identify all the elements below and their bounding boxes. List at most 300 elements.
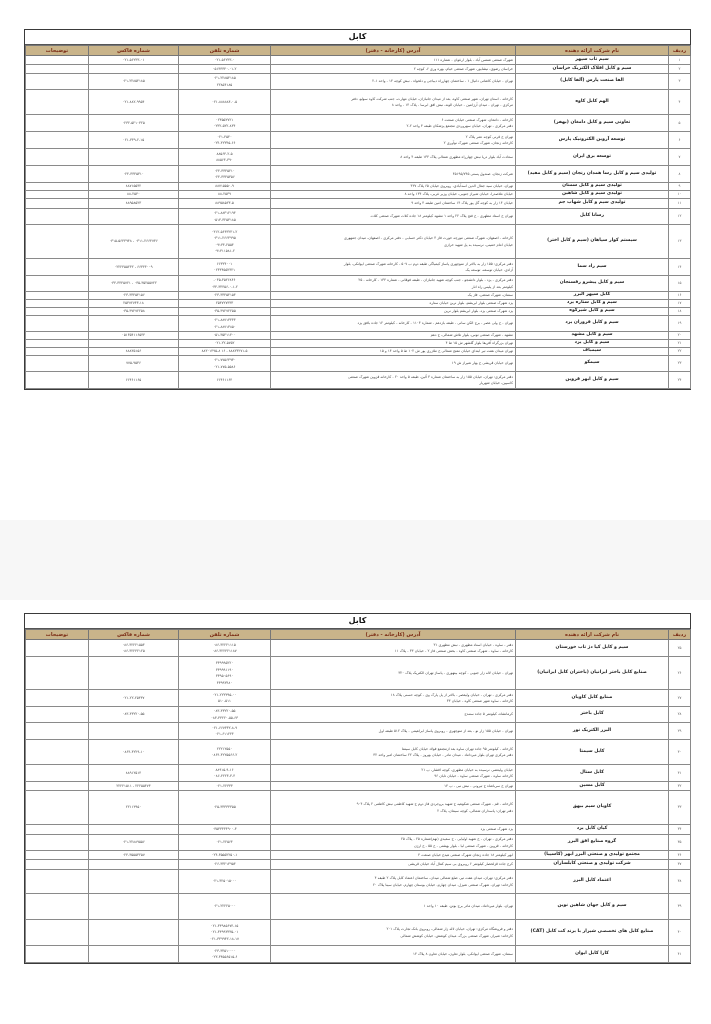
notes-cell xyxy=(26,640,89,657)
table-sheet-2 xyxy=(24,613,691,964)
phone-cell xyxy=(179,657,271,690)
phone-number: ۰۳۵۳۳۳۳۳۹۰۰-۳ xyxy=(212,827,237,832)
phone-cell xyxy=(179,308,271,316)
table-row xyxy=(26,316,691,332)
company-name: توسعه آروین الکترونیک پارس xyxy=(516,132,669,149)
row-number: ۲۱ xyxy=(669,340,691,348)
phone-cell xyxy=(179,356,271,372)
row-number: ۳۰ xyxy=(669,740,691,765)
address-line: کارخانه: شیراز، شهرک صنعتی بزرگ، میدان کوشش، خیابان کوشش شمالی xyxy=(400,933,513,938)
fax-number: ۰۸۶-۴۲۲۴۲۱۲۵ xyxy=(122,649,145,653)
fax-cell xyxy=(89,356,179,372)
row-number: ۳۹ xyxy=(669,894,691,920)
row-number: ۲۲ xyxy=(669,348,691,356)
notes-cell xyxy=(26,332,89,340)
column-header-fax: شماره فاکس xyxy=(89,46,179,56)
notes-cell xyxy=(26,340,89,348)
phone-number: ۵۱۰-۵۱۱ xyxy=(218,699,231,703)
address-cell xyxy=(271,56,516,65)
row-number: ۳۴ xyxy=(669,825,691,835)
phone-cell xyxy=(179,791,271,825)
address-line: خیابان ولیعصر، نرسیده به خیابان مطهری، کوچه افشار، پ ۲۱ xyxy=(421,767,513,772)
row-number: ۶ xyxy=(669,132,691,149)
address-line: کارخانه: تهران، شهرک صنعتی شیزل، میدان چهارم، خیابان بوستان چهارم، خیابان سینا پلاک ۲۰ xyxy=(372,882,513,887)
row-number: ۲ xyxy=(669,65,691,74)
address-line: کیلومتر بعد از پلیس راه انار xyxy=(471,284,513,289)
fax-number: ۲۲۲۵۵۴۷۳ ، ۲۲۲۲۱۵۱۱ xyxy=(116,783,151,788)
notes-cell xyxy=(26,707,89,723)
fax-cell xyxy=(89,149,179,166)
phone-number: ۰۲۱-۳۳۹۹۳۳۳۵-۰۱ xyxy=(210,930,239,935)
address-line: خیابان ملاصدرا، خیابان شیراز جنوبی، خیابان وزیر غربی، پلاک ۱۳۴ واحد ۸ xyxy=(404,192,513,197)
table-row xyxy=(26,723,691,740)
phone-cell xyxy=(179,115,271,132)
row-number: ۴۱ xyxy=(669,946,691,963)
fax-number: ۰۳۵-۳۷۲۷۲۲۵۸ xyxy=(122,309,145,314)
phone-number: ۸۸۸۳۴۲۷۱-۵ ، ۱۶ ۸۸۳۰۱۴۹۵-۸ xyxy=(201,349,248,354)
fax-number: ۰۳۵-۳۵۲۵۵۷۲۲ ، ۰۳۴-۳۴۴۵۷۲۱ xyxy=(110,281,157,286)
phone-number: ۰۲۵-۳۳۳۳۳۳۵۵ xyxy=(213,805,236,810)
fax-cell xyxy=(89,65,179,74)
table-row xyxy=(26,183,691,191)
notes-cell xyxy=(26,191,89,199)
phone-cell xyxy=(179,340,271,348)
notes-cell xyxy=(26,851,89,860)
fax-number: ۰۲۱-۸۸۲-۹۹۵۴ xyxy=(122,99,145,104)
address-cell xyxy=(271,332,516,340)
phone-number: ۰۲۱-۸۸۷۱۳۸۵۰ xyxy=(213,324,236,329)
phone-number: ۰۲۱-۶۶۷۳۳۲-۸-۹ xyxy=(211,725,238,730)
column-header-company-name: نام شرکت ارائه دهنده xyxy=(516,630,669,640)
table-body xyxy=(26,640,691,963)
phone-number: ۰۳۵-۳۵۲۶۸۴۶- xyxy=(213,278,236,282)
phone-number: ۰۸۶-۴۲۲۴۲۱۱۸۷ xyxy=(212,649,237,653)
row-number: ۳۶ xyxy=(669,851,691,860)
phone-number: ۰۲۱-۸۸۳۱۲۱۹۴ xyxy=(213,211,236,215)
phone-number: ۰۲۳۳۴۵۵۲۴۲۱ xyxy=(213,268,236,272)
fax-cell xyxy=(89,860,179,870)
address-cell xyxy=(271,132,516,149)
address-cell xyxy=(271,300,516,308)
sheet-title: کابل xyxy=(25,614,690,629)
address-line: تهران خ قرنی کوچه عمر پلاک ۲ xyxy=(465,134,513,139)
table-row xyxy=(26,356,691,372)
address-cell xyxy=(271,870,516,894)
address-cell xyxy=(271,74,516,90)
row-number: ۱۱ xyxy=(669,199,691,209)
fax-number: ۰۲۱-۵۶۲۳۳-۰۱ xyxy=(122,57,145,62)
fax-cell xyxy=(89,825,179,835)
company-name: کابل ستال xyxy=(516,765,669,782)
notes-cell xyxy=(26,723,89,740)
address-cell xyxy=(271,825,516,835)
column-header-fax: شماره فاکس xyxy=(89,630,179,640)
address-line: کارخانه - دامغان، شهرک صنعتی خیابان صنعت ۶ xyxy=(441,117,513,122)
phone-cell xyxy=(179,65,271,74)
phone-number: ۰۲۱-۴۵۴۰ xyxy=(217,134,232,139)
phone-cell xyxy=(179,765,271,782)
fax-number: ۰۲۱-۲۲-۲۵۳۳۷ xyxy=(122,695,145,700)
table-body xyxy=(26,56,691,389)
fax-cell xyxy=(89,791,179,825)
fax-number: ۰۸۶۴-۴۲۲۹-۱۰ xyxy=(122,749,145,754)
table-row xyxy=(26,74,691,90)
column-header-phone: شماره تلفن xyxy=(179,46,271,56)
table-row xyxy=(26,860,691,870)
fax-number: ۰۲۳-۳۳۴۵۴۱۵۶ xyxy=(122,293,145,298)
supplier-table-2 xyxy=(25,629,691,963)
row-number: ۲۷ xyxy=(669,690,691,707)
fax-number: ۸۸۹۵۸۵۲۳ xyxy=(125,201,142,206)
fax-number: ۰۲۱-۳۳۹-۲-۱۵ xyxy=(122,137,145,142)
address-line: کارخانه - ساوه شهر صنعتی کاوه - خیابان ۳۳ xyxy=(446,699,513,703)
row-number: ۳۳ xyxy=(669,791,691,825)
fax-number: ۰۸۶-۴۲۲۲۱۵۵۴ xyxy=(122,642,145,647)
row-number: ۱۹ xyxy=(669,316,691,332)
notes-cell xyxy=(26,860,89,870)
notes-cell xyxy=(26,292,89,300)
phone-number: ۲۵۳۷۲۷۳۳۳ xyxy=(215,301,234,306)
row-number: ۴۰ xyxy=(669,920,691,946)
fax-number: ۸۸۷۱۵۵۴۲ xyxy=(125,184,142,189)
notes-cell xyxy=(26,690,89,707)
row-number: ۱۶ xyxy=(669,292,691,300)
address-cell xyxy=(271,851,516,860)
row-number: ۱۲ xyxy=(669,209,691,225)
phone-number: ۰۲۱-۷۷۵۶۳۹۳۰ xyxy=(213,358,236,362)
notes-cell xyxy=(26,782,89,791)
row-number: ۳ xyxy=(669,74,691,90)
company-name: سیم و کابل پیشرو رفسنجان xyxy=(516,276,669,292)
notes-cell xyxy=(26,765,89,782)
company-name: سیم و کابل ابهر قزوین xyxy=(516,372,669,389)
fax-cell xyxy=(89,870,179,894)
address-line: دفتر مرکزی: تهران، میدان هفت تیر، ضلع شمالی میدان، ساختمان اعتماد کابل پلاک ۲ طبقه ۴ xyxy=(374,876,513,880)
fax-cell xyxy=(89,372,179,389)
address-line: سمنان، شهرک صنعتی ایوانکی، بلوار تعاون، خیابان تعاون ۸ پلاک ۱۴ xyxy=(413,951,513,956)
notes-cell xyxy=(26,835,89,851)
phone-number: ۰۲۱-۲۲۳۳۳ xyxy=(216,783,233,788)
row-number: ۲۵ xyxy=(669,640,691,657)
phone-number: ۰۲۱-۵۶۲۳۳-۰ xyxy=(214,57,235,62)
fax-cell xyxy=(89,894,179,920)
sheet-title: کابل xyxy=(25,30,690,45)
notes-cell xyxy=(26,276,89,292)
row-number: ۱۷ xyxy=(669,300,691,308)
address-line: کارخانه - قم - شهرک صنعتی شکوهیه خ شهید بروجردی فاز دوم خ شهید کاظمی نبش کاظمی ۲ پلاک ۹۰۴ xyxy=(356,802,513,806)
company-name: کابل مسین xyxy=(516,782,669,791)
notes-cell xyxy=(26,56,89,65)
phone-cell xyxy=(179,851,271,860)
address-line: سعادت آباد بلوار دریا نبش چهارراه مطهری شمالی پلاک ۱۳۴ طبقه ۴ واحد ۸ xyxy=(400,154,513,159)
phone-number: ۰۲۳۲-۵۲۲-۸۳۴ xyxy=(213,124,236,128)
notes-cell xyxy=(26,149,89,166)
phone-number: ۰۳۱۲-۵۶۴۳۲۴۱-۲ xyxy=(211,229,238,234)
address-cell xyxy=(271,765,516,782)
table-row xyxy=(26,690,691,707)
notes-cell xyxy=(26,166,89,183)
phone-cell xyxy=(179,292,271,300)
phone-cell xyxy=(179,348,271,356)
notes-cell xyxy=(26,316,89,332)
address-cell xyxy=(271,308,516,316)
row-number: ۱۴ xyxy=(669,259,691,276)
address-line: دفتر مرکزی تهران بلوار میرداماد - میدان مادر - خیابان بهروز - پلاک ۲۲ ساختمان امیر واحد ۳۲ xyxy=(373,753,513,757)
phone-number: ۰۲۳-۳۴۵۵۶۵۱۵-۶ xyxy=(211,955,238,959)
fax-cell xyxy=(89,835,179,851)
phone-cell xyxy=(179,74,271,90)
table-sheet-1 xyxy=(24,29,691,390)
table-row xyxy=(26,640,691,657)
address-line: تهران، خیابان سید جمال الدین اسدآبادی، روبروی خیابان ۶۵ پلاک ۴۳۷ xyxy=(410,184,513,189)
phone-cell xyxy=(179,225,271,259)
company-name: تولیدی سیم و کابل رسا همدان زنجان (سیم و کابل مفید) xyxy=(516,166,669,183)
company-name: سیم و کابل مشهد xyxy=(516,332,669,340)
address-cell xyxy=(271,65,516,74)
table-row xyxy=(26,276,691,292)
company-name: سیم و کابل جهان شاهین نوین xyxy=(516,894,669,920)
company-name: صنایع کابل های تخصصی شیراز با برند کت کابل (CAT) xyxy=(516,920,669,946)
row-number: ۷ xyxy=(669,149,691,166)
table-row xyxy=(26,132,691,149)
column-header-phone: شماره تلفن xyxy=(179,630,271,640)
phone-cell xyxy=(179,259,271,276)
fax-cell xyxy=(89,920,179,946)
address-cell xyxy=(271,782,516,791)
phone-number: ۰۲۱-۲۲۲۲۵۰۰۰ xyxy=(213,904,236,909)
fax-cell xyxy=(89,259,179,276)
fax-cell xyxy=(89,851,179,860)
phone-number: ۰۸۳-۳۳۲۲۰-۵۵ xyxy=(213,709,236,713)
row-number: ۱۵ xyxy=(669,276,691,292)
address-line: کارخانه - قزوین - شهرک صنعتی لیا - بلوار بهشتی - خ ۵۵ - خ ارژن xyxy=(413,843,513,848)
address-cell xyxy=(271,835,516,851)
phone-cell xyxy=(179,946,271,963)
company-name: سیم و کابل کیا دژ تاب خوزستان xyxy=(516,640,669,657)
row-number: ۱ xyxy=(669,56,691,65)
address-line: تهران، بلوار میرداماد، میدان مادر برج بوتن، طبقه ۱۰ واحد ۱ xyxy=(423,904,513,909)
address-cell xyxy=(271,791,516,825)
fax-number: ۶۶۳۴۴۰۰۹ ، ۰۲۲۲۴۵۵۲۳۲ xyxy=(114,264,153,269)
address-line: دفتر مرکزی - تهران، خیابان سهروردی مجتمع پزشکان طبقه ۳ واحد ۲-۲ xyxy=(406,124,513,128)
fax-cell xyxy=(89,292,179,300)
phone-number: ۲۲۲۱۲۵۵۰ xyxy=(216,746,233,751)
row-number: ۲۶ xyxy=(669,657,691,690)
phone-number: ۸۸۹۵۸۵۲۳-۵ xyxy=(215,201,234,206)
phone-number: ۰۸۶-۴۲۲۳-۳-۴ xyxy=(213,774,236,778)
column-header-notes: توضیحات xyxy=(26,630,89,640)
company-name: اعتماد کابل البرز xyxy=(516,870,669,894)
fax-number: ۲۲۱۱۳۹۵۰ xyxy=(125,805,142,810)
phone-cell xyxy=(179,316,271,332)
row-number: ۲۳ xyxy=(669,356,691,372)
table-row xyxy=(26,920,691,946)
notes-cell xyxy=(26,348,89,356)
fax-cell xyxy=(89,183,179,191)
table-row xyxy=(26,292,691,300)
table-row xyxy=(26,348,691,356)
table-header xyxy=(26,46,691,56)
address-cell xyxy=(271,316,516,332)
fax-cell xyxy=(89,166,179,183)
phone-cell xyxy=(179,740,271,765)
address-cell xyxy=(271,276,516,292)
table-row xyxy=(26,65,691,74)
row-number: ۱۳ xyxy=(669,225,691,259)
company-name: کابل باختر xyxy=(516,707,669,723)
row-number: ۵ xyxy=(669,115,691,132)
fax-cell xyxy=(89,300,179,308)
address-cell xyxy=(271,946,516,963)
address-line: دفتر مرکزی - تهران - خ شهید اولیایی - خ سعیدی (نهم)شماره ۲۵ - پلاک ۲۵ xyxy=(401,837,513,841)
phone-cell xyxy=(179,894,271,920)
phone-cell xyxy=(179,276,271,292)
company-name: البرز الکتریک نور xyxy=(516,723,669,740)
phone-cell xyxy=(179,920,271,946)
table-row xyxy=(26,340,691,348)
address-line: خیابان ۱۴ زار به کوچه گل پور پلاک ۱۴ ساختمان امین طبقه ۴ واحد ۹ xyxy=(411,201,513,206)
phone-number: ۰۳۴-۳۴۴۵۶-۰-۱-۲ xyxy=(211,284,238,289)
fax-cell xyxy=(89,308,179,316)
address-cell xyxy=(271,640,516,657)
fax-cell xyxy=(89,707,179,723)
phone-number: ۰۵۱۴۳۳۴۰-۰۱-۲ xyxy=(212,66,237,71)
phone-cell xyxy=(179,166,271,183)
phone-number: ۰۲۱-۲۲-۵۷۵۲ xyxy=(214,341,235,346)
fax-cell xyxy=(89,209,179,225)
phone-number: ۸۸۷۱۵۵۵۰-۹ xyxy=(215,184,234,189)
address-line: تهران میدان هفت تیر ابتدای خیابان مفتح شمالی خ ملازری پور ش ۱۰۲ ط ۵ واحد ۱۴ و ۱۵ xyxy=(379,349,513,354)
table-row xyxy=(26,946,691,963)
phone-number: ۰۹۱۳۴-۲۵۵۴ xyxy=(215,242,234,247)
row-number: ۱۰ xyxy=(669,191,691,199)
fax-number: ۸۸۹۱۲۵۱۴ xyxy=(125,770,142,775)
phone-number: ۲۲۸۵۴۱۸۵ xyxy=(216,82,233,87)
address-line: تهران - خیابان ۱۵۵ زار نو - بعد از منوچهری - روبروی پاساژ ابراهیمی - پلاک ۵۱۲ طبقه اول xyxy=(378,728,513,733)
phone-number: ۳۳۹۹۹۱۱۹۰ xyxy=(215,667,234,672)
address-line: دفتر مرکزی - تهران - خیابان ولیعصر - بالاتر از پل پارک وی - کوچه حسنی پلاک ۱۸ xyxy=(390,692,513,697)
company-name: سیم و کابل فروزان یزد xyxy=(516,316,669,332)
table-row xyxy=(26,259,691,276)
fax-cell xyxy=(89,276,179,292)
phone-number: ۸۸۵۶۴-۳۹۰ xyxy=(216,158,233,162)
notes-cell xyxy=(26,356,89,372)
table-row xyxy=(26,56,691,65)
phone-cell xyxy=(179,209,271,225)
phone-number: ۰۸۳-۳۳۲۲۰-۵۵-۶۳ xyxy=(210,715,239,720)
phone-number: ۳۳۹۵۰۵۶۹۰ xyxy=(215,674,234,678)
column-header-notes: توضیحات xyxy=(26,46,89,56)
phone-cell xyxy=(179,372,271,389)
company-name: سیمباف xyxy=(516,348,669,356)
notes-cell xyxy=(26,183,89,191)
fax-number: ۷۷۵-۹۵۳۶ xyxy=(126,361,141,366)
table-row xyxy=(26,765,691,782)
address-line: دفتر مرکزی - یزد - بلوار دانشجو - جنب کوچه شهید جانبازان - طبقه فوقانی - شماره ۱۳۴ - کارخانه - ۲۵ xyxy=(358,278,513,282)
column-header-company-name: نام شرکت ارائه دهنده xyxy=(516,46,669,56)
table-row xyxy=(26,166,691,183)
address-line: خراسان رضوی، نیشابور، شهرک صنعتی خیام، بهره وری ۶، کوچه ۲ xyxy=(413,66,513,71)
address-line: دفتر تهران: پاسداران شمالی، کوچه سیمان، پلاک ۲ xyxy=(437,808,513,813)
phone-cell xyxy=(179,300,271,308)
fax-cell xyxy=(89,56,179,65)
company-name: کابل سپهر البرز xyxy=(516,292,669,300)
table-row xyxy=(26,199,691,209)
phone-number: ۰۸۶-۴۲۲۲۱۱۱۵ xyxy=(213,642,236,647)
phone-number: ۰۲۳-۳۳۴۵۴۱۵۴ xyxy=(213,293,236,298)
fax-cell xyxy=(89,332,179,340)
phone-cell xyxy=(179,782,271,791)
fax-number: ۰۲۱-۲۲۸۸۹۵۵۶ xyxy=(122,840,145,845)
company-name: سیم و کابل یزد xyxy=(516,340,669,348)
table-row xyxy=(26,225,691,259)
row-number: ۳۱ xyxy=(669,765,691,782)
row-number: ۲۰ xyxy=(669,332,691,340)
fax-cell xyxy=(89,946,179,963)
phone-number: ۳۳۹۹۹۵۲۲۰ xyxy=(215,661,234,665)
phone-number: ۰۲۳۵۵۲۷۲۱ xyxy=(215,117,234,122)
table-row xyxy=(26,149,691,166)
company-name: صنایع کابل باختر ایرانیان (باختران کابل ایرانیان) xyxy=(516,657,669,690)
phone-number: ۰۲۱-۷۷۵-۵۵۸۶ xyxy=(213,364,236,369)
fax-number: ۰۵۱۳۵۴۱۱۶۵۴۴ xyxy=(121,333,146,338)
address-line: کارخانه - کیلومتر ۹۵ جاده تهران ساوه بعد ازمجتمع فولاد خیابان کابل سیمتا xyxy=(401,746,513,751)
fax-number: ۸۸-۲۵۴۰ xyxy=(127,192,140,197)
address-cell xyxy=(271,340,516,348)
table-row xyxy=(26,300,691,308)
phone-number: ۰۲۱-۸۸۸۸۸۴-۰-۵ xyxy=(211,99,238,104)
phone-cell xyxy=(179,56,271,65)
address-line: یزد شهرک صنعتی یزد xyxy=(480,827,513,832)
fax-cell xyxy=(89,640,179,657)
table-row xyxy=(26,782,691,791)
phone-cell xyxy=(179,690,271,707)
address-cell xyxy=(271,740,516,765)
row-number: ۲۴ xyxy=(669,372,691,389)
table-row xyxy=(26,851,691,860)
fax-cell xyxy=(89,765,179,782)
row-number: ۱۸ xyxy=(669,308,691,316)
row-number: ۴ xyxy=(669,90,691,115)
address-cell xyxy=(271,690,516,707)
fax-cell xyxy=(89,225,179,259)
company-name: مجتمع تولیدی و صنعتی البرز ابهر (کاسپیا) xyxy=(516,851,669,860)
row-number: ۹ xyxy=(669,183,691,191)
phone-cell xyxy=(179,870,271,894)
address-line: تهران بزرگراه آفریقا بلوار گلشهر ش ۱۵ ط ۴ xyxy=(445,341,513,346)
address-cell xyxy=(271,860,516,870)
phone-number: ۳۳۹۹۳۴۸۰ xyxy=(216,680,233,685)
column-header-row-number: ردیف xyxy=(669,630,691,640)
address-line: تهران - خیابان کاشانی دانیال ۱ - ساختمان چهارراه دیباجی و دلخواه - نبش کوچه ۱۴ - واحد ۱-۲ xyxy=(372,79,513,84)
company-name: تعاونی سیم و کابل دامغان (بهفر) xyxy=(516,115,669,132)
fax-cell xyxy=(89,90,179,115)
phone-cell xyxy=(179,707,271,723)
address-cell xyxy=(271,191,516,199)
notes-cell xyxy=(26,132,89,149)
table-header xyxy=(26,630,691,640)
notes-cell xyxy=(26,90,89,115)
address-cell xyxy=(271,225,516,259)
address-cell xyxy=(271,372,516,389)
address-line: ابهر کیلومتر ۱۸ جاده زنجان شهرک صنعتی هیدج خیابان صنعت ۴ xyxy=(418,852,513,857)
address-cell xyxy=(271,723,516,740)
notes-cell xyxy=(26,225,89,259)
company-name: الهم کابل کاوه xyxy=(516,90,669,115)
phone-cell xyxy=(179,90,271,115)
notes-cell xyxy=(26,209,89,225)
address-line: تهران خیابان قریشی خ بهار شیراز ش ۱۹ xyxy=(451,361,513,366)
